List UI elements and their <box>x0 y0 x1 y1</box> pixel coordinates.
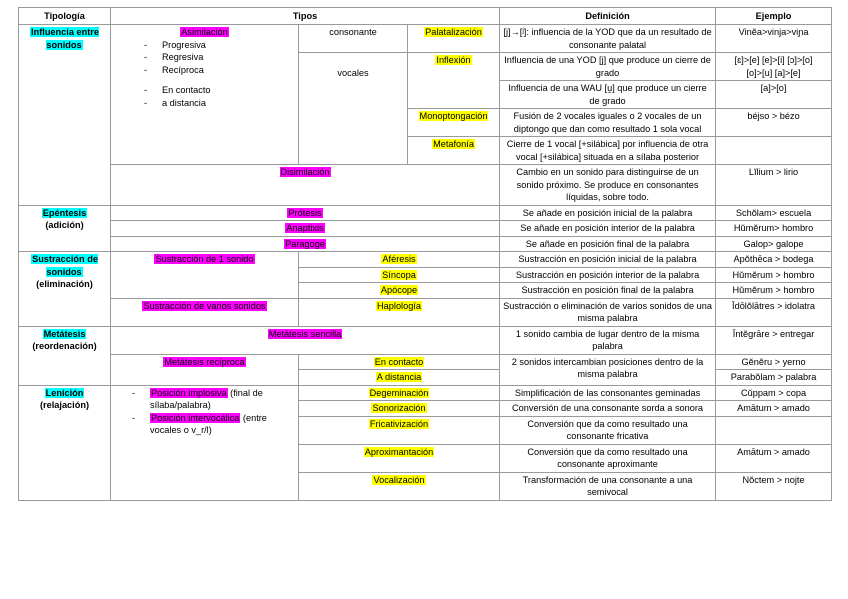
inflex-ej-2: [a]>[o] <box>716 81 832 109</box>
header-tipos: Tipos <box>111 8 500 25</box>
list-item: - Regresiva <box>144 51 295 64</box>
inflex-ej-1a: [ɛ]>[e] [e]>[i] [ɔ]>[o] <box>734 55 813 65</box>
un-sonido-cell <box>111 252 299 299</box>
table-row <box>19 252 832 268</box>
epentesis-sub: (adición) <box>45 220 84 230</box>
list-item: - Progresiva <box>144 39 295 52</box>
aproximantacion-ej: Amātum > amado <box>716 444 832 472</box>
asimilacion-list-2 <box>114 84 295 109</box>
un-sonido-label: Sustracción de 1 sonido <box>155 254 254 264</box>
influencia-label: Influencia entre sonidos <box>31 27 99 50</box>
degeminacion-cell <box>299 385 500 401</box>
metatesis-label: Metátesis <box>43 328 86 339</box>
varios-cell <box>111 298 299 326</box>
sincopa-label: Síncopa <box>382 269 416 280</box>
disim-def: Cambio en un sonido para distinguirse de un sonido próximo. Se produce en consonantes líquidas, sobre todo. <box>500 165 716 206</box>
sonorizacion-cell <box>299 401 500 417</box>
fricativizacion-cell <box>299 416 500 444</box>
lenicion-positions <box>114 387 295 437</box>
aferesis-cell <box>299 252 500 268</box>
vocalizacion-cell <box>299 472 500 500</box>
metatesis-label-cell <box>19 326 111 385</box>
asimilacion-list <box>114 39 295 77</box>
list-item: - a distancia <box>144 97 295 110</box>
paragoge-label: Paragoge <box>285 238 325 249</box>
contacto-label: En contacto <box>374 356 424 367</box>
pos2-rest: (entre vocales o v_r/l) <box>150 412 267 435</box>
palat-def: [j]→[ʲ]: influencia de la YOD que da un resultado de consonante palatal <box>500 25 716 53</box>
table-row <box>19 385 832 401</box>
sustraccion-label-cell <box>19 252 111 327</box>
consonante-cell: consonante <box>299 25 408 53</box>
degeminacion-def: Simplificación de las consonantes geminadas <box>500 385 716 401</box>
palat-ej: Vinĕa>vinja>viɲa <box>716 25 832 53</box>
epentesis-label-cell <box>19 205 111 252</box>
table-row <box>19 205 832 221</box>
sonorizacion-def: Conversión de una consonante sorda a sonora <box>500 401 716 417</box>
anaptixis-def: Se añade en posición interior de la palabra <box>500 221 716 237</box>
table-row <box>19 221 832 237</box>
lenicion-label: Lenición <box>45 387 84 398</box>
apocope-cell <box>299 283 500 299</box>
metatesis-sub: (reordenación) <box>32 341 97 351</box>
pos1-label: Posición implosiva <box>151 387 227 398</box>
sonorizacion-label: Sonorización <box>372 403 426 413</box>
protesis-cell <box>111 205 500 221</box>
sustraccion-label: Sustracción de sonidos <box>32 254 98 277</box>
table-row <box>19 354 832 370</box>
reciproca-cell <box>111 354 299 385</box>
degeminacion-label: Degeminación <box>369 387 429 398</box>
sincopa-def: Sustracción en posición interior de la palabra <box>500 267 716 283</box>
header-tipologia: Tipología <box>19 8 111 25</box>
vocales-cell: vocales <box>299 53 408 165</box>
meta-ej <box>716 137 832 165</box>
vocalizacion-label: Vocalización <box>373 474 425 485</box>
sincopa-ej: Hŭmĕrum > hombro <box>716 267 832 283</box>
protesis-label: Prótesis <box>288 207 322 218</box>
metafonia-cell <box>408 137 500 165</box>
protesis-def: Se añade en posición inicial de la palabra <box>500 205 716 221</box>
pos1-rest: (final de sílaba/palabra) <box>150 387 263 410</box>
table-row <box>19 165 832 206</box>
pos2-label: Posición intervocálica <box>151 412 240 423</box>
paragoge-ej: Galop> galope <box>716 236 832 252</box>
aferesis-def: Sustracción en posición inicial de la palabra <box>500 252 716 268</box>
sencilla-cell <box>111 326 500 354</box>
monoptongacion-cell <box>408 109 500 137</box>
fricativizacion-label: Fricativización <box>369 418 429 429</box>
table-row <box>19 326 832 354</box>
anaptixis-ej: Hŭmĕrum> hombro <box>716 221 832 237</box>
fricativizacion-def: Conversión que da como resultado una consonante fricativa <box>500 416 716 444</box>
list-item: - Posición implosiva (final de sílaba/palabra) <box>132 387 263 410</box>
monoptongacion-label: Monoptongación <box>419 111 488 121</box>
asimilacion-label: Asimilación <box>181 27 228 37</box>
sencilla-ej: Īntĕgrāre > entregar <box>716 326 832 354</box>
aproximantacion-label: Aproximantación <box>364 446 434 457</box>
apocope-def: Sustracción en posición final de la palabra <box>500 283 716 299</box>
anaptixis-label: Anaptixis <box>286 223 324 233</box>
epentesis-label: Epéntesis <box>42 207 87 218</box>
lenicion-sub: (relajación) <box>39 400 89 410</box>
mono-ej: béjso > bézo <box>716 109 832 137</box>
mono-def: Fusión de 2 vocales iguales o 2 vocales de un diptongo que dan como resultado 1 sola vocal <box>500 109 716 137</box>
sencilla-def: 1 sonido cambia de lugar dentro de la misma palabra <box>500 326 716 354</box>
protesis-ej: Schŏlam> escuela <box>716 205 832 221</box>
apocope-label: Apócope <box>380 285 418 295</box>
aproximantacion-def: Conversión que da como resultado una consonante aproximante <box>500 444 716 472</box>
phonetic-changes-table <box>18 7 832 501</box>
header-row <box>19 8 832 25</box>
haplologia-cell <box>299 298 500 326</box>
metafonia-label: Metafonía <box>433 139 474 149</box>
haplologia-ej: Īdōlŏlātres > idolatra <box>716 298 832 326</box>
palatalizacion-label: Palatalización <box>425 27 482 37</box>
meta-def: Cierre de 1 vocal [+silábica] por influencia de otra vocal [+silábica] situada en a sílaba posterior <box>500 137 716 165</box>
haplologia-label: Haplología <box>377 300 421 311</box>
asimilacion-cell <box>111 25 299 165</box>
paragoge-def: Se añade en posición final de la palabra <box>500 236 716 252</box>
distancia-ej: Parabŏlam > palabra <box>716 370 832 386</box>
distancia-label: A distancia <box>376 372 422 382</box>
inflexion-cell <box>408 53 500 109</box>
header-ejemplo: Ejemplo <box>716 8 832 25</box>
aferesis-ej: Apŏthēca > bodega <box>716 252 832 268</box>
sincopa-cell <box>299 267 500 283</box>
aferesis-label: Aféresis <box>382 254 416 264</box>
list-item: - En contacto <box>144 84 295 97</box>
inflex-ej-1 <box>716 53 832 81</box>
haplologia-def: Sustracción o eliminación de varios sonidos de una misma palabra <box>500 298 716 326</box>
table-row <box>19 298 832 326</box>
vocalizacion-ej: Nŏctem > nojte <box>716 472 832 500</box>
sustraccion-sub: (eliminación) <box>36 279 93 289</box>
disim-ej: Lĭlium > lirio <box>716 165 832 206</box>
lenicion-positions-cell <box>111 385 299 500</box>
aproximantacion-cell <box>299 444 500 472</box>
list-item: - Recíproca <box>144 64 295 77</box>
disimilacion-label: Disimilación <box>280 167 330 177</box>
reciproca-def: 2 sonidos intercambian posiciones dentro de la misma palabra <box>500 354 716 385</box>
anaptixis-cell <box>111 221 500 237</box>
palatalizacion-cell <box>408 25 500 53</box>
distancia-cell <box>299 370 500 386</box>
header-definicion: Definición <box>500 8 716 25</box>
apocope-ej: Hŭmĕrum > hombro <box>716 283 832 299</box>
varios-label: Sustracción de varios sonidos <box>143 300 266 311</box>
influencia-label-cell <box>19 25 111 206</box>
table-row <box>19 25 832 53</box>
lenicion-label-cell <box>19 385 111 500</box>
table-row <box>19 236 832 252</box>
inflex-ej-1b: [o]>[u] [a]>[e] <box>746 67 801 78</box>
sonorizacion-ej: Amātum > amado <box>716 401 832 417</box>
inflex-def-1: Influencia de una YOD [j] que produce un cierre de grado <box>500 53 716 81</box>
vocalizacion-def: Transformación de una consonante a una semivocal <box>500 472 716 500</box>
sencilla-label: Metátesis sencilla <box>268 328 342 339</box>
inflex-def-2: Influencia de una WAU [ṷ] que produce un cierre de grado <box>500 81 716 109</box>
inflexion-label: Inflexión <box>436 55 471 65</box>
reciproca-label: Metátesis recíproca <box>164 356 245 367</box>
disimilacion-cell <box>111 165 500 206</box>
list-item: - Posición intervocálica (entre vocales o v_r/l) <box>132 412 267 435</box>
fricativizacion-ej <box>716 416 832 444</box>
contacto-cell <box>299 354 500 370</box>
degeminacion-ej: Cŭppam > copa <box>716 385 832 401</box>
paragoge-cell <box>111 236 500 252</box>
contacto-ej: Gĕnĕru > yerno <box>716 354 832 370</box>
